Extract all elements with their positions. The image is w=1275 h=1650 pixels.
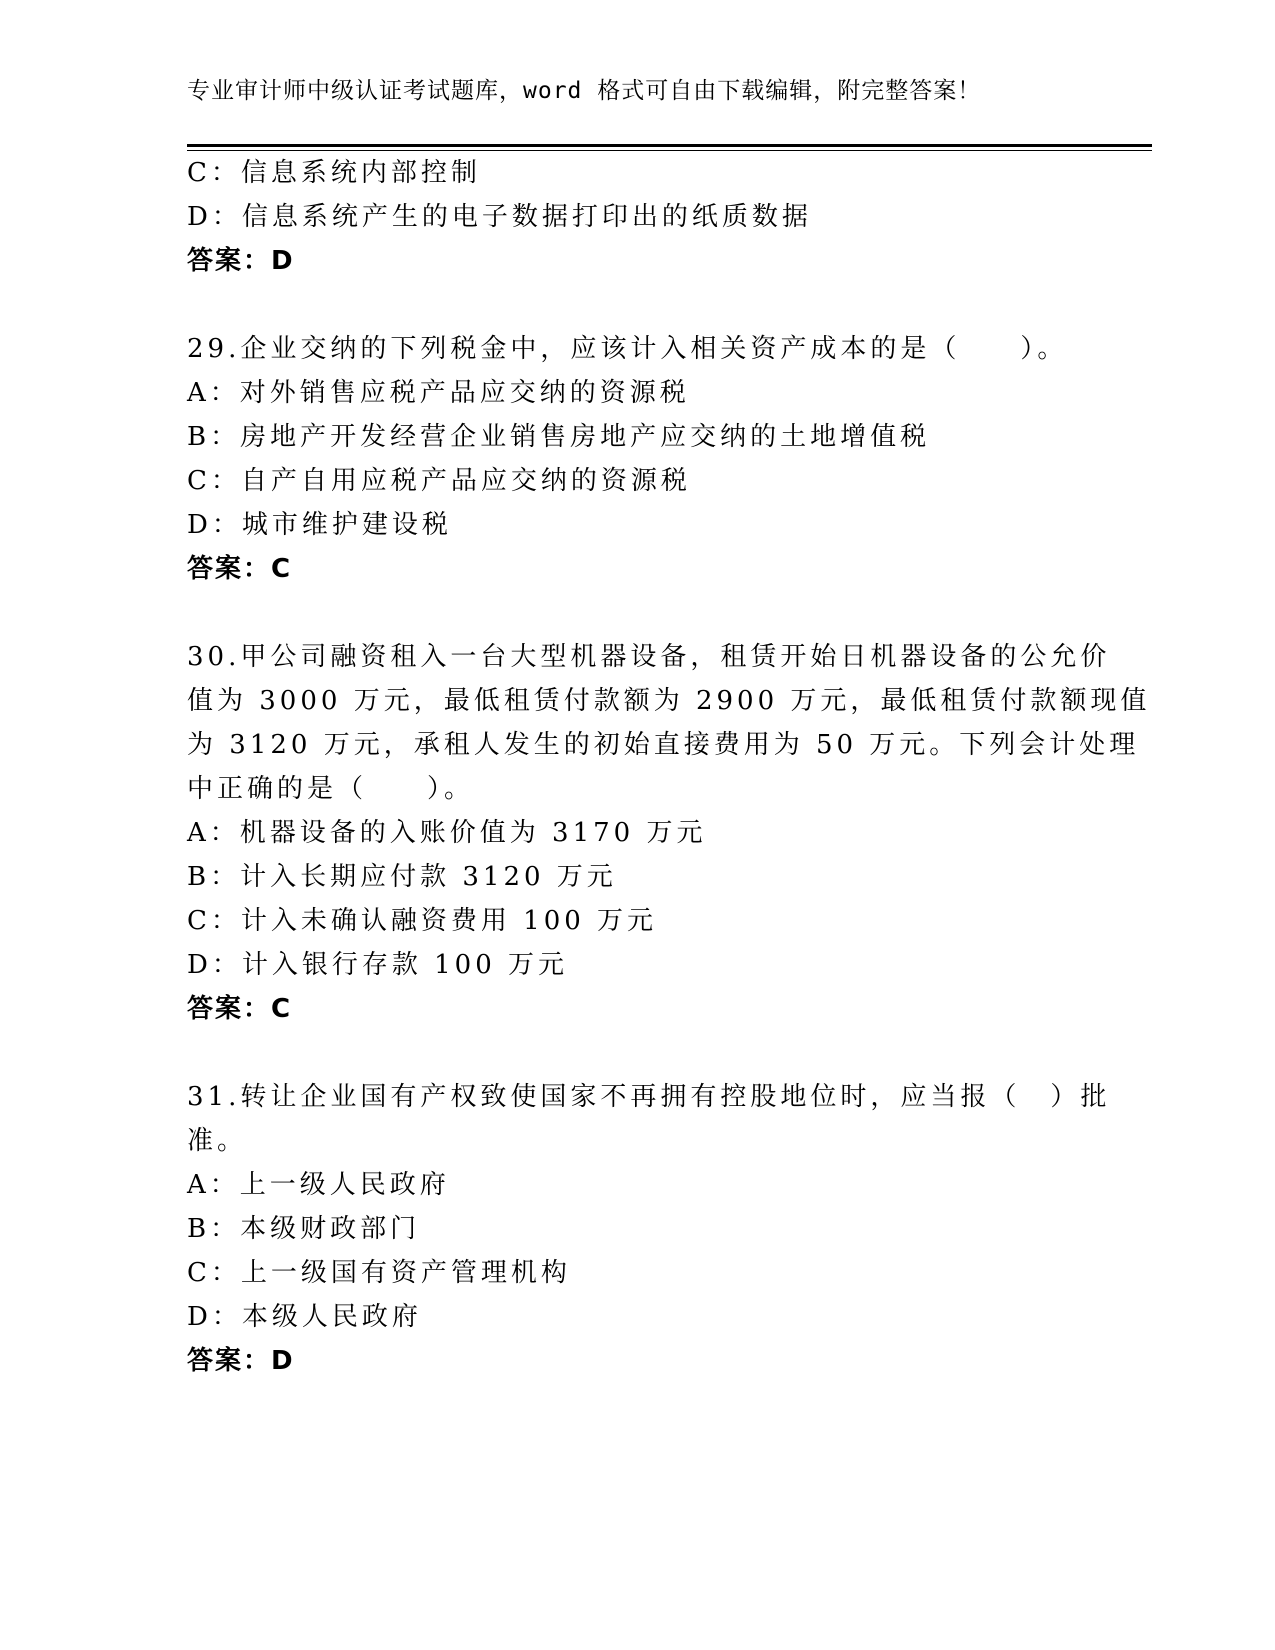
question-line: 值为 3000 万元，最低租赁付款额为 2900 万元，最低租赁付款额现值 bbox=[187, 686, 1151, 716]
question-line: 中正确的是（ ）。 bbox=[187, 774, 475, 804]
question-line: 准。 bbox=[187, 1126, 248, 1156]
question-line: 30.甲公司融资租入一台大型机器设备，租赁开始日机器设备的公允价 bbox=[187, 642, 1111, 672]
page-header: 专业审计师中级认证考试题库，word 格式可自由下载编辑，附完整答案！ bbox=[187, 78, 982, 104]
header-rule-thin bbox=[187, 150, 1152, 151]
option-line: A：上一级人民政府 bbox=[187, 1170, 450, 1200]
option-line: D：本级人民政府 bbox=[187, 1302, 422, 1332]
option-line: D：信息系统产生的电子数据打印出的纸质数据 bbox=[187, 202, 812, 232]
option-line: C：计入未确认融资费用 100 万元 bbox=[187, 906, 658, 936]
option-line: C：上一级国有资产管理机构 bbox=[187, 1258, 571, 1288]
header-rule-thick bbox=[187, 144, 1152, 147]
answer-line: 答案：C bbox=[187, 554, 293, 584]
answer-line: 答案：D bbox=[187, 1346, 295, 1376]
option-line: D：城市维护建设税 bbox=[187, 510, 452, 540]
question-line: 31.转让企业国有产权致使国家不再拥有控股地位时，应当报（ ）批 bbox=[187, 1082, 1111, 1112]
option-line: D：计入银行存款 100 万元 bbox=[187, 950, 569, 980]
answer-line: 答案：D bbox=[187, 246, 295, 276]
answer-line: 答案：C bbox=[187, 994, 293, 1024]
option-line: A：对外销售应税产品应交纳的资源税 bbox=[187, 378, 690, 408]
option-line: B：房地产开发经营企业销售房地产应交纳的土地增值税 bbox=[187, 422, 931, 452]
option-line: C：信息系统内部控制 bbox=[187, 158, 481, 188]
option-line: A：机器设备的入账价值为 3170 万元 bbox=[187, 818, 707, 848]
question-line: 为 3120 万元，承租人发生的初始直接费用为 50 万元。下列会计处理 bbox=[187, 730, 1140, 760]
option-line: B：本级财政部门 bbox=[187, 1214, 421, 1244]
option-line: C：自产自用应税产品应交纳的资源税 bbox=[187, 466, 691, 496]
question-line: 29.企业交纳的下列税金中，应该计入相关资产成本的是（ ）。 bbox=[187, 334, 1068, 364]
option-line: B：计入长期应付款 3120 万元 bbox=[187, 862, 617, 892]
